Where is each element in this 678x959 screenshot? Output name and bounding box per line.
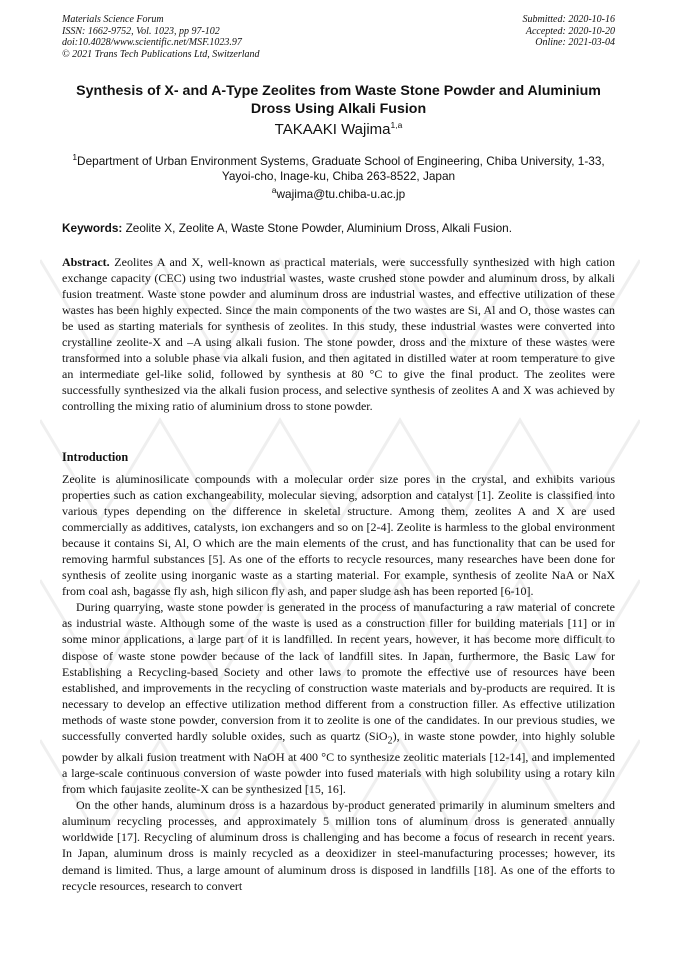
paper-title: Synthesis of X- and A-Type Zeolites from Waste Stone Powder and Aluminium Dross Using Alkali Fusion bbox=[76, 83, 601, 117]
abstract-label: Abstract. bbox=[62, 255, 110, 269]
email-superscript: a bbox=[271, 185, 277, 195]
journal-info bbox=[62, 14, 260, 60]
keywords bbox=[62, 221, 615, 235]
introduction-heading: Introduction bbox=[62, 450, 129, 464]
abstract bbox=[62, 254, 615, 414]
intro-paragraph-1: Zeolite is aluminosilicate compounds with a molecular order size pores in the crystal, and exhibits various properties such as cation exchangeability, molecular sieving, adsorption and catalyst [1]. Zeolite is classified into various types depending on the difference in skeletal structure. Among them, zeolites A and X are used commercially as additives, catalysts, ion exchangers and so on [2-4]. Zeolite is harmless to the global environment because it contains Si, Al, O which are the main elements of the crust, and has functionality that can be used for removing harmful substances [5]. As one of the efforts to recycle resources, many researches have been done for synthesis of zeolite using inorganic waste as a starting material. For example, synthesis of zeolite NaA or NaX from coal ash, bagasse fly ash, high silicon fly ash, and paper sludge ash has been reported [6-10]. bbox=[62, 472, 615, 599]
author-line bbox=[62, 120, 615, 138]
intro-paragraph-2-subscript: 2 bbox=[387, 735, 393, 747]
publication-dates bbox=[523, 14, 616, 49]
author-name: TAKAAKI Wajima bbox=[274, 121, 391, 138]
issn-volume: ISSN: 1662-9752, Vol. 1023, pp 97-102 bbox=[62, 25, 220, 37]
copyright: © 2021 Trans Tech Publications Ltd, Switzerland bbox=[62, 48, 260, 60]
affiliation bbox=[62, 150, 615, 184]
affiliation-text: Department of Urban Environment Systems, Graduate School of Engineering, Chiba University, 1-33, Yayoi-cho, Inage-ku, Chiba 263-8522, Japan bbox=[77, 153, 605, 183]
online-date: Online: 2021-03-04 bbox=[535, 37, 615, 48]
submitted-date: Submitted: 2020-10-16 bbox=[522, 14, 615, 25]
intro-paragraph-2-part-a: During quarrying, waste stone powder is generated in the process of manufacturing a raw material of concrete as industrial waste. Although some of the waste is used as a construction filler for building materials [11] or in some minor applications, a large part of it is landfilled. In recent years, however, it has become more difficult to dispose of waste stone powder because of the lack of landfill sites. In Japan, furthermore, the Basic Law for Establishing a Recycling-based Society and other laws to promote the effective use of resources have been established, and improvements in the recycling of construction waste materials and by-products are required. It is necessary to develop an effective utilization method different from a construction filler. As effective utilization methods of waste stone powder, conversion from it to zeolite is one of the candidates. In our previous studies, we successfully converted hardly soluble oxides, such as quartz (SiO bbox=[62, 600, 615, 743]
accepted-date: Accepted: 2020-10-20 bbox=[525, 25, 615, 37]
keywords-text: Zeolite X, Zeolite A, Waste Stone Powder, Aluminium Dross, Alkali Fusion. bbox=[125, 221, 512, 235]
email-line bbox=[62, 185, 615, 201]
introduction-body bbox=[62, 471, 615, 894]
intro-paragraph-2-part-b: ), in waste stone powder, into highly soluble powder by alkali fusion treatment with NaOH at 400 °C to synthesize zeolitic materials [12-14], and implemented a large-scale continuous conversion of waste powder into fused materials with high solubility using a rotary kiln from which faujasite zeolite-X can be synthesized [15, 16]. bbox=[62, 728, 615, 797]
keywords-label: Keywords: bbox=[62, 221, 123, 235]
abstract-text: Zeolites A and X, well-known as practical materials, were successfully synthesized with high cation exchange capacity (CEC) using two industrial wastes, waste crushed stone powder and aluminum dross, by alkali fusion treatment. Waste stone powder and aluminum dross are industrial wastes, and effective utilization of these wastes has been highly expected. Since the main components of the two wastes are Si, Al and O, those wastes can be used as starting materials for synthesis of zeolites. In this study, these industrial wastes were converted into crystalline zeolite-X and –A using alkali fusion. The stone powder, dross and the mixture of these wastes were transformed into a soluble phase via alkali fusion, and then agitated in distilled water at room temperature to give an intermediate gel-like solid, followed by synthesis at 80 °C to give the final product. The zeolites were successfully synthesized via the alkali fusion process, and selective synthesis of zeolites A and X was achieved by controlling the mixing ratio of aluminium dross to stone powder. bbox=[62, 255, 616, 414]
affiliation-superscript: 1 bbox=[72, 152, 78, 162]
author-superscript: 1,a bbox=[390, 120, 403, 130]
intro-paragraph-3: On the other hands, aluminum dross is a hazardous by-product generated primarily in aluminum smelters and aluminum recycling processes, and approximately 5 million tons of aluminum dross is generated annually worldwide [17]. Recycling of aluminum dross is challenging and has become a focus of research in recent years. In Japan, aluminum dross is mainly recycled as a deoxidizer in steel-manufacturing processes; however, its demand is limited. Thus, a large amount of aluminum dross is disposed in landfills [18]. As one of the efforts to recycle resources, research to convert bbox=[62, 798, 615, 893]
doi: doi:10.4028/www.scientific.net/MSF.1023.97 bbox=[62, 37, 242, 48]
journal-name: Materials Science Forum bbox=[62, 14, 164, 25]
intro-paragraph-2 bbox=[62, 599, 615, 797]
email-address: wajima@tu.chiba-u.ac.jp bbox=[276, 186, 406, 201]
